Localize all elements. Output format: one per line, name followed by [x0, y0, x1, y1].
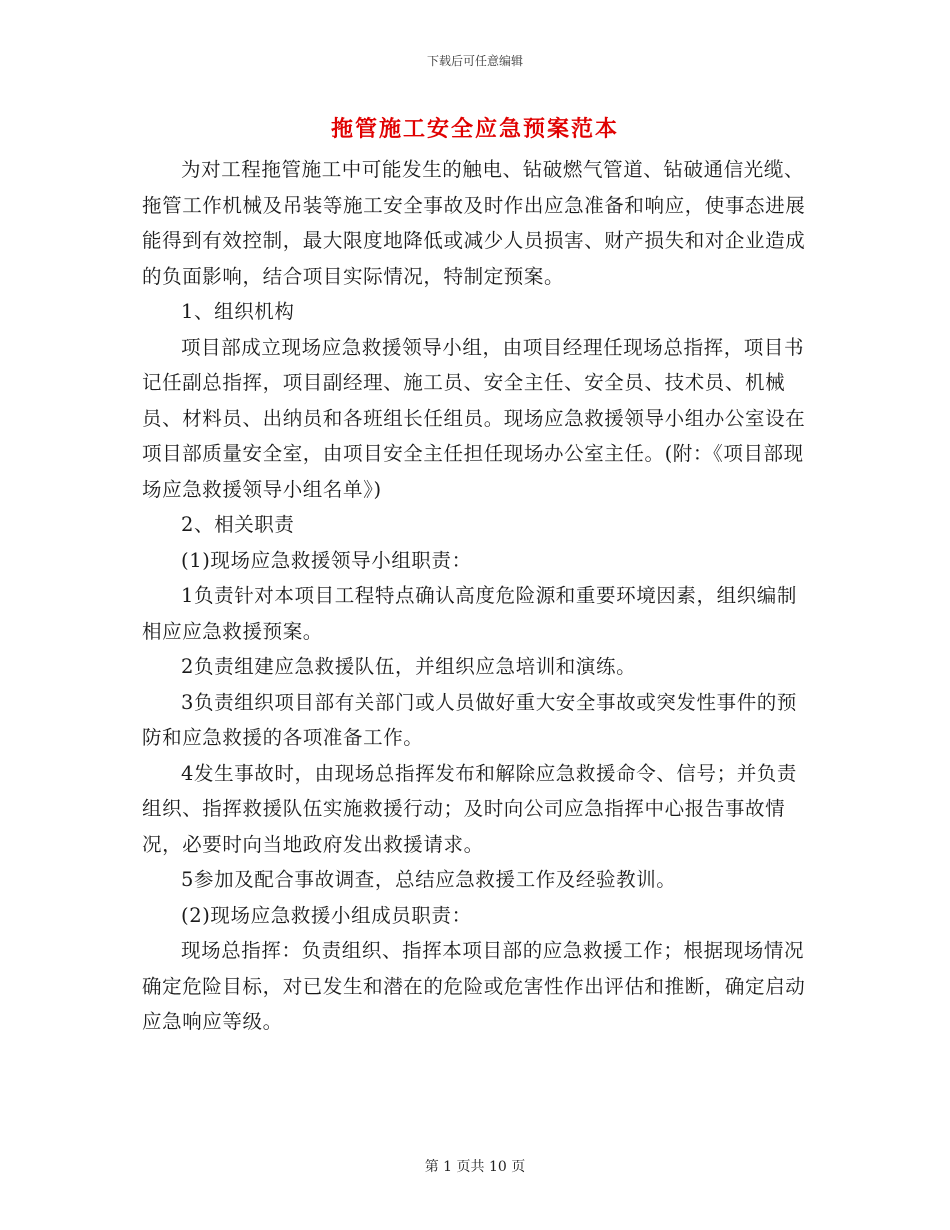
- subsection-heading-leadership-duties: (1)现场应急救援领导小组职责：: [181, 548, 472, 572]
- duty-item-1: 1负责针对本项目工程特点确认高度危险源和重要环境因素，组织编制相应应急救援预案。: [142, 584, 798, 643]
- document-body: [142, 152, 814, 1040]
- document-title: 拖管施工安全应急预案范本: [330, 116, 619, 142]
- section-heading-organization: 1、组织机构: [181, 300, 295, 323]
- duty-item-4: 4发生事故时，由现场总指挥发布和解除应急救援命令、信号；并负责组织、指挥救援队伍实施救援行动；及时向公司应急指挥中心报告事故情况，必要时向当地政府发出救援请求。: [142, 761, 798, 856]
- duty-item-3: 3负责组织项目部有关部门或人员做好重大安全事故或突发性事件的预防和应急救援的各项准备工作。: [142, 690, 798, 749]
- section-heading-duties: 2、相关职责: [181, 513, 295, 536]
- duty-item-5: 5参加及配合事故调查，总结应急救援工作及经验教训。: [181, 868, 677, 891]
- page-footer: 第 1 页共 10 页: [424, 1159, 526, 1175]
- page-header: 下载后可任意编辑: [426, 54, 523, 68]
- intro-paragraph: 为对工程拖管施工中可能发生的触电、钻破燃气管道、钻破通信光缆、拖管工作机械及吊装等施工安全事故及时作出应急准备和响应，使事态进展能得到有效控制，最大限度地降低或减少人员损害、财产损失和对企业造成的负面影响，结合项目实际情况，特制定预案。: [142, 158, 806, 288]
- subsection-heading-member-duties: (2)现场应急救援小组成员职责：: [181, 903, 472, 927]
- organization-paragraph: 项目部成立现场应急救援领导小组，由项目经理任现场总指挥，项目书记任副总指挥，项目副经理、施工员、安全主任、安全员、技术员、机械员、材料员、出纳员和各班组长任组员。现场应急救援领导小组办公室设在项目部质量安全室，由项目安全主任担任现场办公室主任。(附：《项目部现场应急救援领导小组名单》): [142, 335, 806, 501]
- commander-duty-paragraph: 现场总指挥：负责组织、指挥本项目部的应急救援工作；根据现场情况确定危险目标，对已发生和潜在的危险或危害性作出评估和推断，确定启动应急响应等级。: [142, 939, 806, 1033]
- duty-item-2: 2负责组建应急救援队伍，并组织应急培训和演练。: [181, 655, 637, 678]
